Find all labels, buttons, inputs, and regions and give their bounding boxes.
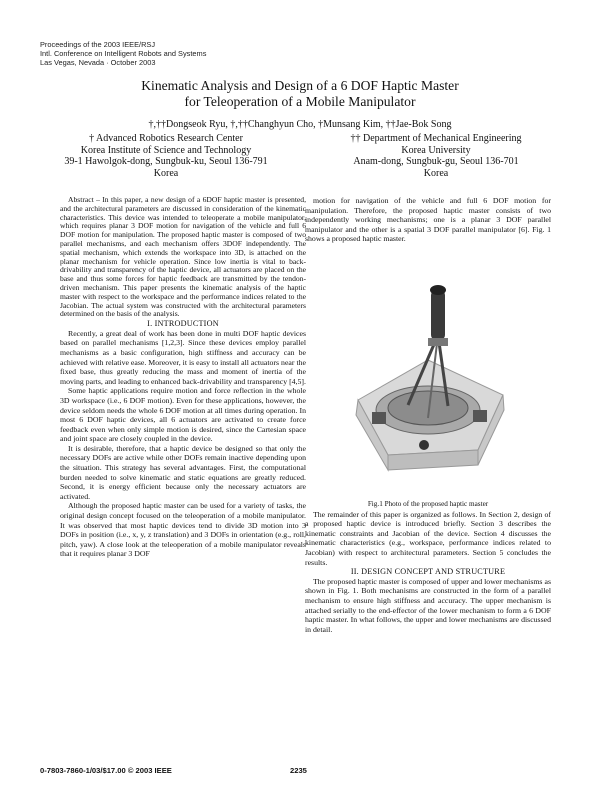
paragraph: Although the proposed haptic master can be used for a variety of tasks, the original design concept focused on the teleoperation of a mobile manipulator. It was observed that most haptic devices tend to divide 3D motion into 3 DOFs in position (i.e., x, y, z translation) and 3 DOFs in orientation (e.g., roll, pitch, yaw). A close look at the teleoperation of a mobile manipulator reveals that it requires planar 3 DOF — [60, 501, 306, 559]
affiliation-line: 39-1 Hawolgok-dong, Sungbuk-ku, Seoul 136-791 — [64, 156, 268, 168]
affiliation-line: Anam-dong, Sungbuk-gu, Seoul 136-701 — [353, 156, 519, 168]
motor-icon — [473, 410, 487, 422]
paragraph: Recently, a great deal of work has been done in multi DOF haptic devices based on parallel mechanisms [1,2,3]. Since these devices employ parallel mechanisms as a basic configuration, high stiffness and accuracy can be achieved with relative ease. Moreover, it is easy to install all actuators near the fixed base, thus greatly reducing the mass and moment of inertia of the moving parts, and leading to enhanced back-drivability and transparency [4,5]. — [60, 328, 306, 386]
paragraph: motion for navigation of the vehicle and full 6 DOF motion for manipulation. Therefore, the proposed haptic master consists of two independently working mechanisms; one is a planar 3 DOF parallel manipulator and the other is a spatial 3 DOF parallel manipulator [6]. Fig. 1 shows a proposed haptic master. — [305, 196, 551, 244]
paragraph: The proposed haptic master is composed of upper and lower mechanisms as shown in Fig. 1. Both mechanisms are constructed in the form of a parallel mechanism to ensure high stiffness and accuracy. The upper mechanism is attached serially to the end-effector of the lower mechanism to form a 6 DOF haptic master. In what follows, the upper and lower mechanisms are discussed in detail. — [305, 576, 551, 634]
left-column — [60, 196, 306, 559]
affiliation-left — [36, 133, 296, 180]
haptic-master-photo — [328, 250, 528, 500]
right-column — [305, 196, 551, 634]
joystick-handle-icon — [431, 290, 445, 340]
motor-icon — [372, 412, 386, 424]
header-line: Las Vegas, Nevada · October 2003 — [40, 58, 156, 67]
affiliation-line: Korea University — [401, 144, 471, 156]
page-footer — [40, 766, 560, 775]
copyright-line: 0-7803-7860-1/03/$17.00 © 2003 IEEE — [40, 766, 172, 775]
page-number: 2235 — [290, 766, 307, 775]
title-line: Kinematic Analysis and Design of a 6 DOF Haptic Master — [141, 78, 459, 93]
header-line: Proceedings of the 2003 IEEE/RSJ — [40, 40, 156, 49]
affiliation-line: Korea — [423, 168, 449, 180]
title-line: for Teleoperation of a Mobile Manipulator — [184, 94, 416, 109]
header-line: Intl. Conference on Intelligent Robots and Systems — [40, 49, 207, 58]
proceedings-header — [40, 40, 206, 67]
paper-title — [40, 78, 560, 110]
figure-caption: Fig.1 Photo of the proposed haptic master — [367, 499, 489, 508]
author-list: †,††Dongseok Ryu, †,††Changhyun Cho, †Munsang Kim, ††Jae-Bok Song — [148, 119, 452, 130]
affiliation-line: †† Department of Mechanical Engineering — [350, 133, 522, 144]
paragraph: It is desirable, therefore, that a haptic device be designed so that only the necessary DOFs are active while other DOFs remain inactive depending upon the situation. This strategy has several advantages. First, the computational burden needed to solve kinematic and static equations are greatly reduced. Second, it is energy efficient because only the necessary actuators are activated. — [60, 443, 306, 501]
affiliation-line: † Advanced Robotics Research Center — [89, 133, 243, 144]
affiliation-line: Korea Institute of Science and Technology — [80, 144, 252, 156]
section-heading-design: II. DESIGN CONCEPT AND STRUCTURE — [350, 567, 506, 577]
affiliation-right — [306, 133, 566, 180]
section-heading-intro: I. INTRODUCTION — [147, 319, 219, 329]
abstract: Abstract – In this paper, a new design of a 6DOF haptic master is presented, and the architectural parameters are discussed in consideration of the kinematic characteristics. This device was intended to teleoperate a mobile manipulator, which requires planar 3 DOF motion for navigation of the vehicle and full 6 DOF motion for manipulation. The proposed haptic master is composed of two parallel mechanisms, and each mechanism offers 3DOF independently. The spatial mechanism, which extends the workspace into 3D, is attached on the planar mechanism for vehicle operation. Since low inertia is vital to back-drivability and transparency of the haptic device, all actuators are placed on the base and thus some forces for haptic feedback are transmitted by the tendon-driven mechanism. This paper presents the kinematic analysis of the haptic master with respect to the workspace and the performance indices related to the Jacobian. The actual system was constructed with the architectural parameters determined on the basis of the analysis. — [60, 195, 306, 319]
paragraph: The remainder of this paper is organized as follows. In Section 2, design of a proposed haptic device is introduced briefly. Section 3 describes the kinematic constraints and Jacobian of the device. Section 4 discusses the kinematic characteristics (e.g., workspace, performance indices related to Jacobian) with respect to architectural parameters. Section 5 concludes the results. — [305, 509, 551, 567]
motor-icon — [419, 440, 429, 450]
paragraph: Some haptic applications require motion and force reflection in the whole 3D workspace (i.e., 6 DOF motion). Even for these applications, however, the device seldom needs the whole 6 DOF motion at all times during operation. In most 6 DOF haptic devices, all 6 actuators are activated to create force feedback even when only simple motion is desired, since the Cartesian space and joint space are closely coupled in the device. — [60, 386, 306, 444]
affiliation-line: Korea — [153, 168, 179, 180]
